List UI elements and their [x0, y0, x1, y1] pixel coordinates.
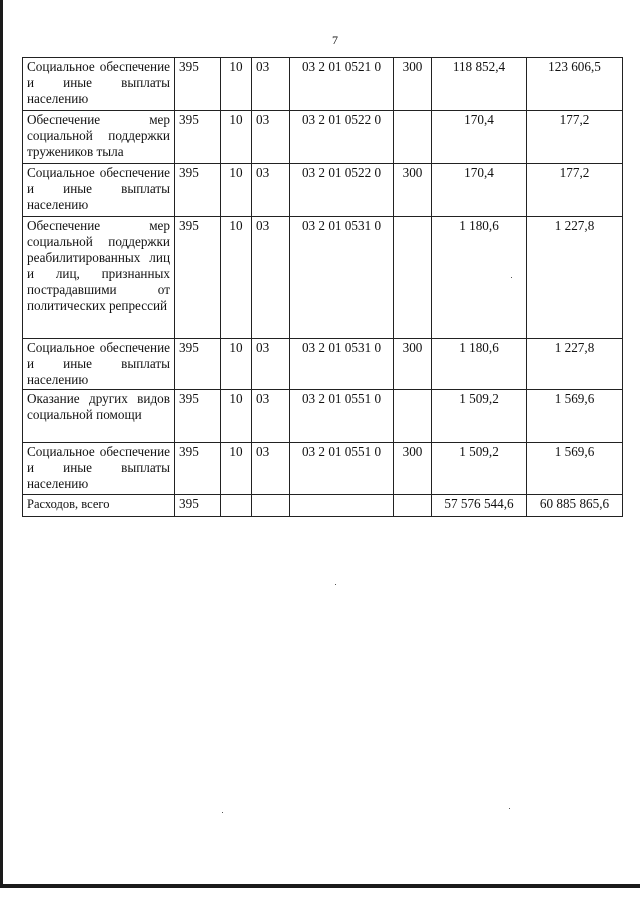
row-vid: 300: [394, 339, 432, 390]
row-year1: 170,4: [432, 111, 527, 164]
row-subsection: 03: [252, 111, 290, 164]
page-number: 7: [332, 33, 338, 47]
row-name: Социальное обеспечение и иные выплаты населению: [23, 58, 175, 111]
budget-table-body: [23, 58, 623, 517]
row-section: 10: [221, 164, 252, 217]
row-code: 395: [175, 164, 221, 217]
row-subsection: 03: [252, 443, 290, 495]
row-name: Обеспечение мер социальной поддержки реабилитированных лиц и лиц, признанных пострадавшими от политических репрессий: [23, 217, 175, 339]
row-year2: 1 227,8: [527, 217, 623, 339]
row-vid: 300: [394, 443, 432, 495]
row-section: 10: [221, 217, 252, 339]
table-row: [23, 164, 623, 217]
row-section: 10: [221, 58, 252, 111]
row-year1: 118 852,4: [432, 58, 527, 111]
row-vid: [394, 111, 432, 164]
row-target: 03 2 01 0531 0: [290, 339, 394, 390]
row-year1: 170,4: [432, 164, 527, 217]
budget-table: [22, 57, 623, 517]
row-year1: 1 509,2: [432, 443, 527, 495]
row-code: 395: [175, 58, 221, 111]
total-code: 395: [175, 495, 221, 517]
row-target: 03 2 01 0551 0: [290, 390, 394, 443]
row-code: 395: [175, 111, 221, 164]
row-subsection: 03: [252, 339, 290, 390]
row-year2: 123 606,5: [527, 58, 623, 111]
row-subsection: 03: [252, 390, 290, 443]
table-row: [23, 339, 623, 390]
row-target: 03 2 01 0522 0: [290, 164, 394, 217]
total-year1: 57 576 544,6: [432, 495, 527, 517]
table-row-total: [23, 495, 623, 517]
row-name: Обеспечение мер социальной поддержки тружеников тыла: [23, 111, 175, 164]
row-year2: 1 569,6: [527, 443, 623, 495]
row-vid: [394, 390, 432, 443]
row-subsection: 03: [252, 217, 290, 339]
total-section: [221, 495, 252, 517]
row-section: 10: [221, 339, 252, 390]
row-code: 395: [175, 217, 221, 339]
row-target: 03 2 01 0522 0: [290, 111, 394, 164]
row-name: Социальное обеспечение и иные выплаты населению: [23, 339, 175, 390]
row-vid: [394, 217, 432, 339]
table-row: [23, 443, 623, 495]
row-year1: 1 180,6: [432, 339, 527, 390]
row-name: Оказание других видов социальной помощи: [23, 390, 175, 443]
row-code: 395: [175, 390, 221, 443]
table-row: [23, 390, 623, 443]
row-code: 395: [175, 339, 221, 390]
total-year2: 60 885 865,6: [527, 495, 623, 517]
row-section: 10: [221, 443, 252, 495]
scan-speck: [222, 812, 223, 813]
row-year2: 1 569,6: [527, 390, 623, 443]
scan-speck: [509, 808, 510, 809]
row-vid: 300: [394, 164, 432, 217]
scan-speck: [511, 277, 512, 278]
row-name: Социальное обеспечение и иные выплаты населению: [23, 443, 175, 495]
row-year1: 1 180,6: [432, 217, 527, 339]
scan-border-left: [0, 0, 3, 888]
row-year2: 177,2: [527, 111, 623, 164]
table-row: [23, 58, 623, 111]
row-section: 10: [221, 390, 252, 443]
row-target: 03 2 01 0521 0: [290, 58, 394, 111]
row-year2: 177,2: [527, 164, 623, 217]
table-row: [23, 217, 623, 339]
row-target: 03 2 01 0531 0: [290, 217, 394, 339]
total-vid: [394, 495, 432, 517]
row-code: 395: [175, 443, 221, 495]
row-name: Социальное обеспечение и иные выплаты населению: [23, 164, 175, 217]
row-section: 10: [221, 111, 252, 164]
total-name: Расходов, всего: [23, 495, 175, 517]
total-target: [290, 495, 394, 517]
row-subsection: 03: [252, 164, 290, 217]
row-year1: 1 509,2: [432, 390, 527, 443]
row-year2: 1 227,8: [527, 339, 623, 390]
total-subsection: [252, 495, 290, 517]
scan-speck: [335, 584, 336, 585]
row-vid: 300: [394, 58, 432, 111]
row-subsection: 03: [252, 58, 290, 111]
scan-border-bottom: [0, 884, 640, 888]
row-target: 03 2 01 0551 0: [290, 443, 394, 495]
table-row: [23, 111, 623, 164]
